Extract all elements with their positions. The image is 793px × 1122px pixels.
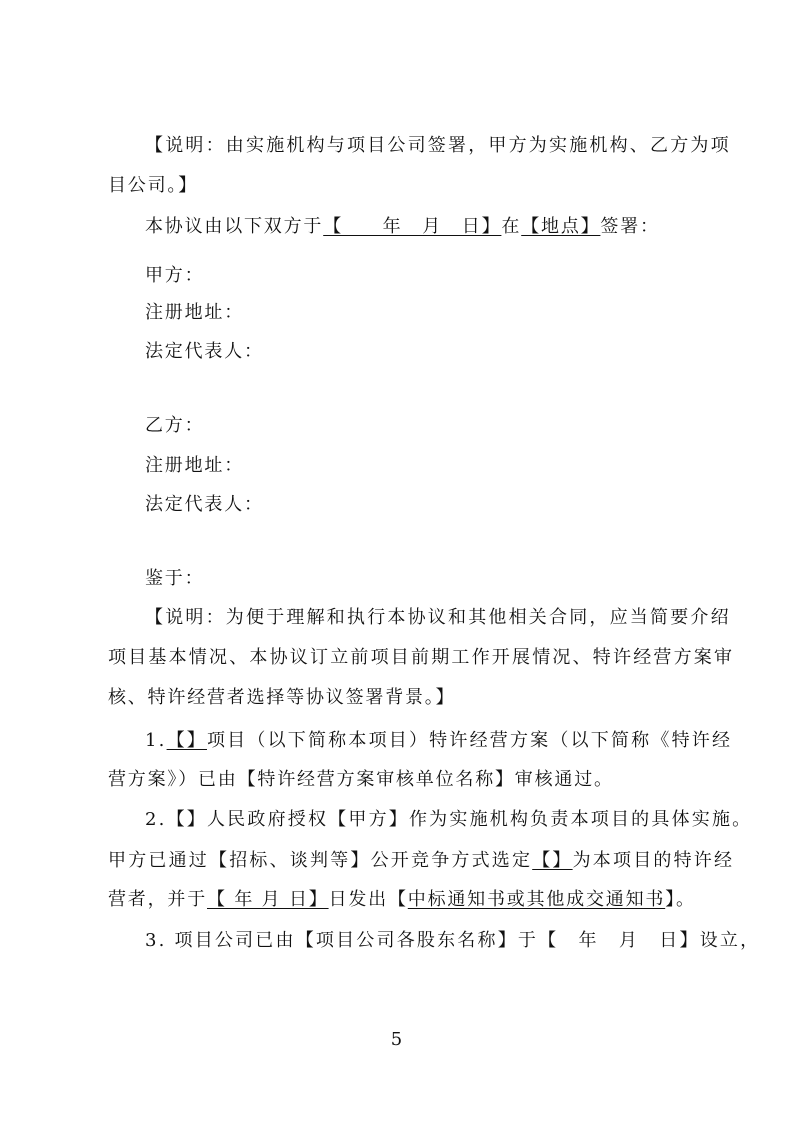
item-2-text-b: 为本项目的特许经 [572, 850, 735, 871]
whereas-heading: 鉴于： [145, 568, 205, 589]
note-1-line-2: 目公司。】 [108, 175, 198, 196]
party-a-address-label: 注册地址： [145, 302, 244, 323]
intro-date-field: 【 年 月 日】 [323, 216, 502, 237]
item-1-number: 1. [145, 730, 167, 751]
intro-place-field: 【地点】 [521, 216, 601, 237]
party-b-label: 乙方： [145, 415, 205, 436]
note-1-line-1: 【说明：由实施机构与项目公司签署，甲方为实施机构、乙方为项 [145, 135, 731, 156]
intro-prefix: 本协议由以下双方于 [145, 216, 324, 237]
item-1-line-2: 营方案》）已由【特许经营方案审核单位名称】审核通过。 [108, 769, 614, 790]
item-2-line-1: 2.【】人民政府授权【甲方】作为实施机构负责本项目的具体实施。 [145, 809, 753, 830]
item-2-text-d: 日发出【 [328, 889, 408, 910]
item-2-notice-field: 中标通知书或其他成交通知书 [407, 889, 666, 910]
party-b-address-label: 注册地址： [145, 455, 244, 476]
item-3-line-1: 3. 项目公司已由【项目公司各股东名称】于【 年 月 日】设立， [145, 930, 761, 951]
intro-paragraph [145, 215, 660, 239]
page-number: 5 [390, 1029, 403, 1050]
party-a-label: 甲方： [145, 265, 205, 286]
intro-suffix: 签署： [600, 216, 660, 237]
item-2-line-3 [108, 888, 696, 912]
intro-mid: 在 [501, 216, 522, 237]
item-2-line-2 [108, 849, 734, 873]
note-2-line-1: 【说明：为便于理解和执行本协议和其他相关合同，应当简要介绍 [145, 607, 731, 628]
note-2-line-2: 项目基本情况、本协议订立前项目前期工作开展情况、特许经营方案审 [108, 647, 735, 668]
item-2-text-e: 】。 [665, 889, 696, 910]
party-b-representative-label: 法定代表人： [145, 494, 264, 515]
item-2-text-a: 甲方已通过【招标、谈判等】公开竞争方式选定 [108, 850, 533, 871]
item-1-project-field: 【】 [166, 730, 207, 751]
note-2-line-3: 核、特许经营者选择等协议签署背景。】 [108, 687, 456, 708]
item-2-text-c: 营者，并于 [108, 889, 207, 910]
item-1-line-1 [145, 729, 732, 753]
item-2-operator-field: 【】 [532, 850, 573, 871]
party-a-representative-label: 法定代表人： [145, 341, 264, 362]
item-2-date-field: 【 年 月 日】 [207, 889, 329, 910]
item-1-text: 项目（以下简称本项目）特许经营方案（以下简称《特许经 [206, 730, 733, 751]
